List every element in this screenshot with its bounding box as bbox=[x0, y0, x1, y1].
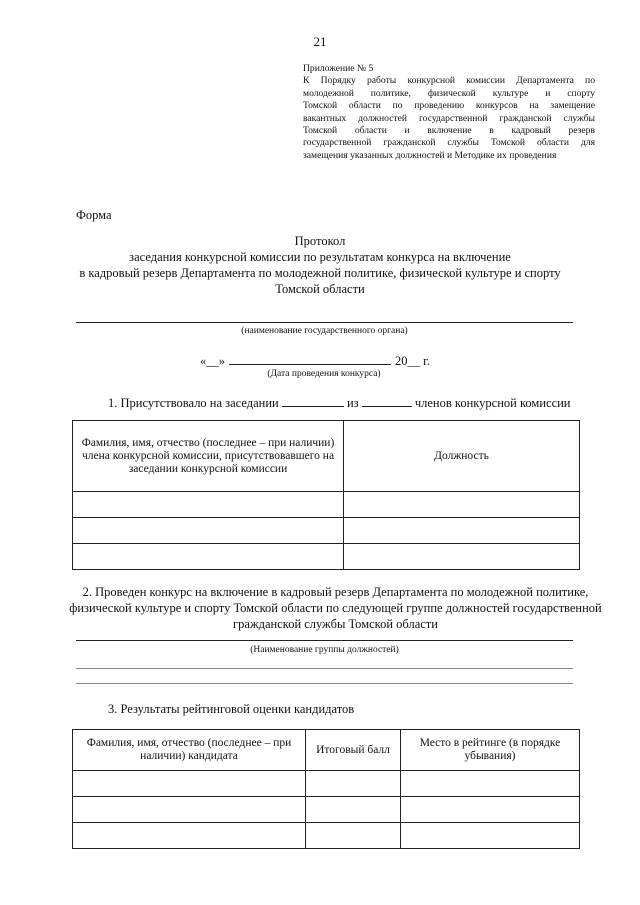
table-cell[interactable] bbox=[73, 797, 306, 823]
table-row bbox=[73, 771, 580, 797]
table-cell[interactable] bbox=[401, 797, 580, 823]
annex-title: Приложение № 5 bbox=[303, 63, 374, 74]
section2-text: 2. Проведен конкурс на включение в кадровый резерв Департамента по молодежной политике, физической культуре и спорту Томской области по следующей группе должностей государственной гражданской службы Томской области bbox=[69, 585, 602, 631]
table-cell[interactable] bbox=[73, 823, 306, 849]
organ-caption: (наименование государственного органа) bbox=[241, 326, 408, 336]
table-cell[interactable] bbox=[306, 797, 401, 823]
annex-line: К Порядку работы конкурсной комиссии Департамента по bbox=[303, 75, 595, 87]
results-table bbox=[72, 729, 580, 849]
table-cell[interactable] bbox=[73, 544, 344, 570]
table-cell[interactable] bbox=[401, 771, 580, 797]
section3-text: 3. Результаты рейтинговой оценки кандидатов bbox=[108, 702, 355, 716]
table-cell[interactable] bbox=[73, 492, 344, 518]
table-cell[interactable] bbox=[73, 771, 306, 797]
annex-line: государственной гражданской службы Томской области для bbox=[303, 137, 595, 149]
date-caption: (Дата проведения конкурса) bbox=[267, 369, 381, 379]
total-count-blank[interactable] bbox=[362, 394, 412, 407]
annex-line: вакантных должностей государственной гражданской службы bbox=[303, 112, 595, 124]
table-cell[interactable] bbox=[344, 518, 580, 544]
date-line bbox=[200, 352, 430, 369]
protocol-line: Томской области bbox=[275, 282, 365, 296]
date-day[interactable]: «__» bbox=[200, 354, 225, 368]
members-header-position: Должность bbox=[344, 421, 580, 492]
annex-line: Томской области и включение в кадровый резерв bbox=[303, 125, 595, 137]
members-table bbox=[72, 420, 580, 570]
annex-line: молодежной политике, физической культуре и спорту bbox=[303, 87, 595, 99]
results-header-rank: Место в рейтинге (в порядке убывания) bbox=[401, 730, 580, 771]
protocol-title bbox=[60, 233, 580, 297]
group-extra-line[interactable] bbox=[76, 683, 573, 684]
form-label: Форма bbox=[76, 208, 112, 222]
table-cell[interactable] bbox=[344, 544, 580, 570]
table-row bbox=[73, 544, 580, 570]
table-cell[interactable] bbox=[401, 823, 580, 849]
table-header-row bbox=[73, 421, 580, 492]
table-header-row bbox=[73, 730, 580, 771]
group-extra-line[interactable] bbox=[76, 668, 573, 669]
table-row bbox=[73, 823, 580, 849]
table-row bbox=[73, 518, 580, 544]
table-row bbox=[73, 797, 580, 823]
page-number: 21 bbox=[313, 34, 327, 49]
annex-block bbox=[303, 63, 595, 162]
table-cell[interactable] bbox=[306, 823, 401, 849]
table-cell[interactable] bbox=[306, 771, 401, 797]
date-month-blank[interactable] bbox=[229, 352, 391, 365]
results-header-name: Фамилия, имя, отчество (последнее – при наличии) кандидата bbox=[73, 730, 306, 771]
table-row bbox=[73, 492, 580, 518]
section1-middle: из bbox=[346, 396, 359, 410]
organ-name-line[interactable] bbox=[76, 322, 573, 323]
protocol-heading: Протокол bbox=[294, 234, 346, 248]
section1-prefix: 1. Присутствовало на заседании bbox=[108, 396, 279, 410]
table-cell[interactable] bbox=[73, 518, 344, 544]
members-header-name: Фамилия, имя, отчество (последнее – при наличии) члена конкурсной комиссии, присутствовавшего на заседании конкурсной комиссии bbox=[73, 421, 344, 492]
annex-line: Томской области по проведению конкурсов на замещение bbox=[303, 100, 595, 112]
present-count-blank[interactable] bbox=[282, 394, 344, 407]
section1-text bbox=[108, 394, 571, 411]
protocol-line: в кадровый резерв Департамента по молодежной политике, физической культуре и спорту bbox=[79, 266, 561, 280]
group-name-line[interactable] bbox=[76, 640, 573, 641]
annex-line: замещения указанных должностей и Методике их проведения bbox=[303, 149, 557, 161]
protocol-line: заседания конкурсной комиссии по результатам конкурса на включение bbox=[129, 250, 511, 264]
section1-suffix: членов конкурсной комиссии bbox=[414, 396, 571, 410]
group-caption: (Наименование группы должностей) bbox=[250, 645, 399, 655]
results-header-score: Итоговый балл bbox=[306, 730, 401, 771]
table-cell[interactable] bbox=[344, 492, 580, 518]
date-year[interactable]: 20__ г. bbox=[395, 354, 430, 368]
